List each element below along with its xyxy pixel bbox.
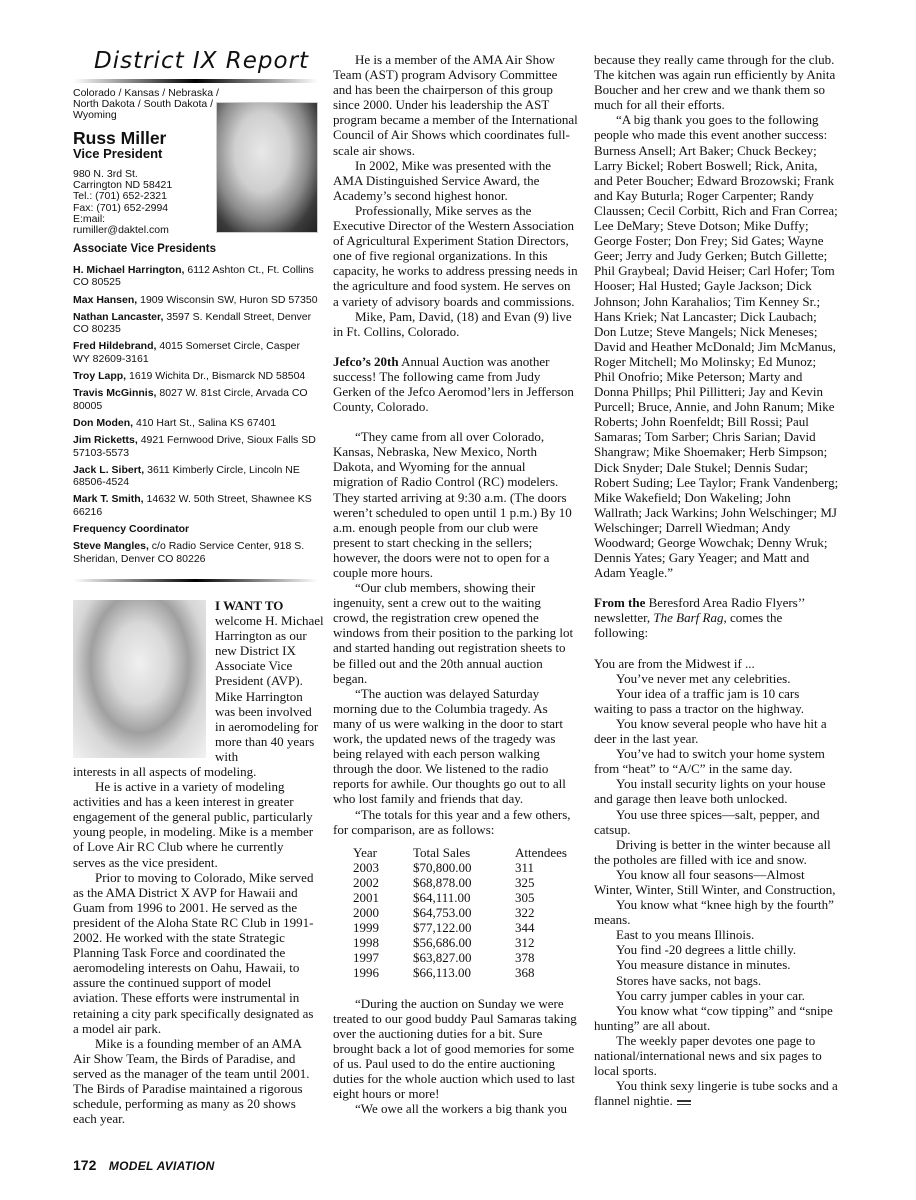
table-row [353,875,567,890]
avp-address: 1619 Wichita Dr., Bismarck ND 58504 [126,370,306,383]
page-number: 172 [73,1157,97,1173]
paragraph: “The totals for this year and a few others, for comparison, are as follows: [333,806,571,837]
avp-address: 1909 Wisconsin SW, Huron SD 57350 [137,293,318,306]
paragraph: He is active in a variety of modeling activities and has a keen interest in greater engagement of the general public, particularly young people, in modeling. Mike is a member of Love Air RC Club where he currently serves as the vice president. [73,779,314,870]
cell-attendees: 312 [515,935,535,951]
paragraph: Prior to moving to Colorado, Mike served as the AMA District X AVP for Hawaii and Guam from 1996 to 2001. He served as the president of the Aloha State RC Club in 1991-2002. He worked with the state Strategic Planning Task Force and coordinated the aeromodeling interests on Oahu, Hawaii, to assure the continued support of model aviation. These efforts were instrumental in retaining a city park specifically designated as a model air park. [73,869,314,1036]
cell-year: 1996 [353,965,379,981]
avp-name: Troy Lapp, [73,370,127,383]
article-intro [215,598,325,764]
auction-totals-table [353,845,567,981]
cell-year: 2000 [353,905,379,921]
midwest-item: East to you means Illinois. [616,927,755,943]
newsletter-title: The Barf Rag, [653,610,727,626]
page-title: District IX Report [94,48,310,74]
barf-rag-intro [594,595,839,640]
associate-vp-item [73,464,318,489]
cell-sales: $64,753.00 [413,905,472,921]
jefco-intro-text: Annual Auction was another success! The following came from Judy Gerken of the Jefco Aeromod’lers in Jefferson County, Colorado. [333,353,574,415]
avp-address: 3611 Kimberly Circle, Lincoln NE 68506-4524 [73,463,300,489]
cell-attendees: 305 [515,889,535,905]
paragraph: “They came from all over Colorado, Kansas, Nebraska, New Mexico, North Dakota, and Wyoming for the annual migration of Radio Control (RC) modelers. They started arriving at 9:30 a.m. (The doors weren’t scheduled to open until 1 p.m.) By 10 a.m. enough people from our club were present to start checking in the sellers; however, the doors were not to open for a couple more hours. [333,429,572,580]
avp-address: 8027 W. 81st Circle, Arvada CO 80005 [73,387,308,412]
column-3-body [594,52,839,1108]
header-total-sales: Total Sales [413,844,471,860]
paragraph: Professionally, Mike serves as the Executive Director of the Western Association of Agricultural Experiment Station Directors, one of five regional organizations. In this capacity, he works to address pressing needs in the agriculture and food system. He serves on a variety of advisory boards and commissions. [333,202,578,309]
midwest-item: You know what “knee high by the fourth” means. [594,897,834,928]
harrington-portrait-photo [73,600,206,758]
intro-lead: I WANT TO [215,598,284,613]
avp-name: Travis McGinnis, [73,387,157,400]
avp-address: 4015 Somerset Circle, Casper WY 82609-3161 [73,340,300,365]
table-row [353,950,567,965]
midwest-item: Driving is better in the winter because all the potholes are filled with ice and snow. [594,836,831,867]
paragraph: He is a member of the AMA Air Show Team (AST) program Advisory Committee and has been the chairperson of this group since 2000. Under his leadership the AST program became a member of the International Council of Air Shows which coordinates full-scale air shows. [333,52,578,158]
end-of-article-icon [677,1100,691,1105]
column-2-body [333,52,578,1116]
associate-vp-item [73,370,318,382]
vp-name: Russ Miller [73,128,167,148]
avp-name: Max Hansen, [73,293,138,306]
avp-address: 3597 S. Kendall Street, Denver CO 80235 [73,310,312,336]
table-row [353,920,567,935]
paragraph: interests in all aspects of modeling. [73,764,257,779]
cell-attendees: 325 [515,874,535,890]
avp-address: 410 Hart St., Salina KS 67401 [133,416,277,429]
cell-attendees: 344 [515,920,535,936]
paragraph: because they really came through for the club. The kitchen was again run efficiently by Anita Boucher and her crew and we thank them so much for all their efforts. [594,52,836,113]
cell-year: 1999 [353,920,379,936]
avp-address: 4921 Fernwood Drive, Sioux Falls SD 57103-5573 [73,434,316,459]
intro-text: welcome H. Michael Harrington as our new District IX Associate Vice President (AVP). Mike Harrington was been involved in aeromodeling for more than 40 years with [215,613,324,764]
paragraph: In 2002, Mike was presented with the AMA Distinguished Service Award, the Academy’s second highest honor. [333,157,552,203]
cell-attendees: 311 [515,859,535,875]
vp-address-line1: 980 N. 3rd St. [73,168,138,180]
vp-email[interactable]: rumiller@daktel.com [73,224,169,237]
jefco-intro [333,354,578,414]
midwest-item: You know all four seasons—Almost Winter, Winter, Still Winter, and Construction, [594,866,836,897]
cell-year: 2002 [353,874,379,890]
midwest-item [594,1078,839,1108]
midwest-item: You know several people who have hit a deer in the last year. [594,715,827,747]
associate-vp-item [73,264,318,289]
header-year: Year [353,844,377,860]
associate-vp-item [73,434,318,459]
frequency-coordinator-heading: Frequency Coordinator [73,523,190,536]
avp-name: Nathan Lancaster, [73,310,164,323]
magazine-name: MODEL AVIATION [108,1159,215,1173]
associate-vp-item [73,387,318,412]
midwest-item: You install security lights on your house and garage then leave both unlocked. [594,776,826,807]
midwest-item: The weekly paper devotes one page to national/international news and six pages to local sports. [594,1032,822,1079]
table-row [353,890,567,905]
cell-attendees: 378 [515,950,535,966]
vp-title: Vice President [73,146,163,161]
avp-name: Mark T. Smith, [73,493,144,506]
cell-attendees: 322 [515,905,535,921]
vice-president-block [73,88,318,236]
barf-mid: Beresford Area Radio Flyers’’ newsletter, [594,595,805,626]
cell-sales: $66,113.00 [413,965,472,981]
cell-sales: $77,122.00 [413,920,472,936]
cell-sales: $70,800.00 [413,859,472,875]
avp-name: Don Moden, [73,416,134,429]
last-item-text: You think sexy lingerie is tube socks and a flannel nightie. [594,1078,838,1109]
vp-portrait-photo [216,102,318,233]
midwest-item: You measure distance in minutes. [616,957,791,973]
vp-fax: Fax: (701) 652-2994 [73,201,169,214]
table-row [353,905,567,920]
table-header-row [353,845,567,860]
avp-name: H. Michael Harrington, [73,264,185,276]
cell-year: 1997 [353,950,379,966]
page-footer [73,1157,215,1175]
cell-year: 2001 [353,889,379,905]
cell-year: 1998 [353,935,379,951]
freq-name: Steve Mangles, [73,540,149,553]
freq-address: c/o Radio Service Center, 918 S. Sheridan, Denver CO 80226 [73,540,305,565]
paragraph: Mike is a founding member of an AMA Air Show Team, the Birds of Paradise, and served as the manager of the team until 2001. The Birds of Paradise maintained a rigorous schedule, performing as many as 20 shows each year. [73,1035,310,1127]
avp-name: Jack L. Sibert, [73,463,145,476]
sidebar-divider [73,579,318,582]
avp-address: 6112 Ashton Ct., Ft. Collins CO 80525 [73,264,314,289]
avp-address: 14632 W. 50th Street, Shawnee KS 66216 [73,493,312,518]
avp-name: Fred Hildebrand, [73,340,157,353]
paragraph: “During the auction on Sunday we were treated to our good buddy Paul Samaras taking over the auctioning duties for a bit. Sure brought back a lot of good memories for some of us. Paul used to do the entire auctioning duties for the whole auction which used to last eight hours or more! [333,995,577,1102]
associate-vp-list [73,264,318,570]
cell-sales: $63,827.00 [413,950,472,966]
vp-tel: Tel.: (701) 652-2321 [73,190,167,203]
cell-sales: $56,686.00 [413,935,472,951]
midwest-item: You carry jumper cables in your car. [616,987,805,1003]
cell-year: 2003 [353,859,379,875]
associate-vp-item [73,340,318,365]
district-states: Colorado / Kansas / Nebraska / North Dakota / South Dakota / Wyoming [73,87,219,121]
associate-vp-item [73,294,318,306]
associate-vp-item [73,311,318,336]
associate-vp-heading: Associate Vice Presidents [73,243,216,255]
cell-attendees: 368 [515,965,535,981]
cell-sales: $68,878.00 [413,874,472,890]
title-divider [73,79,318,83]
midwest-item: You know what “cow tipping” and “snipe hunting” are all about. [594,1002,833,1033]
table-row [353,965,567,980]
thanks-paragraph: “A big thank you goes to the following people who made this event another success: Burness Ansell; Art Baker; Chuck Beckey; Larry Bickel; Robert Boswell; Rick, Anita, and Peter Boucher; Edward Brozowski; Frank and Kay Buturla; Roger Carpenter; Randy Claussen; Cecil Corbitt, Rich and Fran Correa; Lee DeMary; Steve Dotson; Mike Duffy; George Foster; Don Frey; Sid Gates; Wayne Geer; Jerry and Judy Gerken; Butch Gillette; Phil Graybeal; David Heiser; Carl Hofer; Tom Hooser; Hal Husted; Gayle Jackson; Dick Johnson; John Karahalios; Tim Kenney Sr.; Hans Kriek; Nat Lancaster; Dick Laubach; Don Lutze; Steve Mangels; Nick Meneses; David and Heather McDonald; Jim McManus, Roger Mitchell; Mo Molinsky; Ed Munoz; Phil Onofrio; Mike Peterson; Marty and Donna Phillps; Phil Pillitteri; Jay and Kevin Purcell; Bruce, Annie, and John Ranum; Mike Roberts; John Roenfeldt; Bill Rossi; Paul Samaras; Tom Sarber; Chris Sarian; David Shangraw; Mike Shoemaker; Herb Simpson; Dick Snyder; Dale Stukel; Dennis Sudar; Robert Suding; Lee Taylor; Frank Vandenberg; Mike Wakefield; Don Wakeling; John Wallrath; Jack Warkins; John Welschinger; MJ Welschinger; Darrell Wiedman; Andy Woodward; George Wowchak; Denny Wruk; Dennis Yates; Gary Yeager; and Matt and Adam Yeagle.” [594,112,839,581]
midwest-intro: You are from the Midwest if ... [594,655,755,671]
paragraph: Mike, Pam, David, (18) and Evan (9) live in Ft. Collins, Colorado. [333,308,572,339]
frequency-coordinator-item [73,540,318,565]
midwest-item: You’ve had to switch your home system from “heat” to “A/C” in the same day. [594,746,825,777]
midwest-item: Your idea of a traffic jam is 10 cars waiting to pass a tractor on the highway. [594,685,804,716]
table-row [353,860,567,875]
cell-sales: $64,111.00 [413,889,471,905]
barf-lead: From the [594,595,646,611]
avp-name: Jim Ricketts, [73,434,138,447]
associate-vp-item [73,417,318,429]
paragraph: “Our club members, showing their ingenuity, sent a crew out to the waiting crowd, the registration crew opened the windows from their position to the parking lot and started handing out registration sheets to be filled out and the 20th annual auction began. [333,580,574,686]
midwest-item: Stores have sacks, not bags. [616,972,762,988]
header-attendees: Attendees [515,844,567,860]
midwest-item: You use three spices—salt, pepper, and catsup. [594,806,820,837]
midwest-item: You’ve never met any celebrities. [616,670,791,686]
vp-email-label: E:mail: [73,212,106,225]
paragraph: “The auction was delayed Saturday morning due to the Columbia tragedy. As many of us were walking in the door to start work, the updated news of the tragedy was being relayed with each person walking through the door. We listened to the radio reports for awhile. Our thoughts go out to all who lost family and friends that day. [333,685,566,807]
associate-vp-item [73,493,318,518]
jefco-lead: Jefco’s 20th [333,353,399,369]
column-1-body [73,764,318,1126]
paragraph: “We owe all the workers a big thank you [355,1101,567,1117]
midwest-item: You find -20 degrees a little chilly. [616,942,797,958]
barf-end: comes the following: [594,610,783,641]
vp-address-line2: Carrington ND 58421 [73,179,173,192]
table-row [353,935,567,950]
